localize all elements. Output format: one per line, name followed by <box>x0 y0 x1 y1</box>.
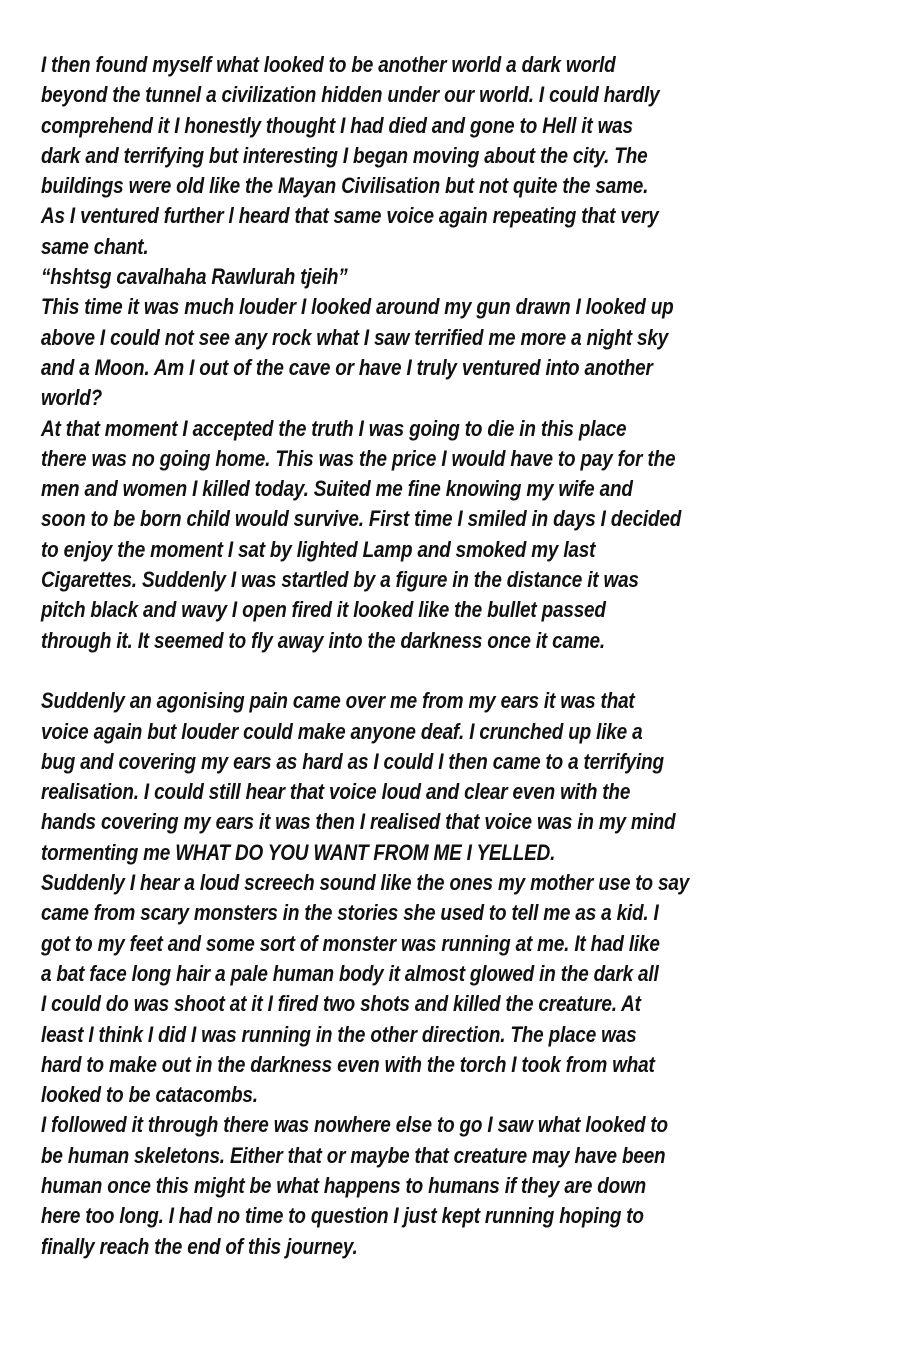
text-line: hard to make out in the darkness even with the torch I took from what <box>41 1051 655 1077</box>
blank-line <box>41 656 746 686</box>
text-line: same chant. <box>41 233 149 259</box>
text-line: came from scary monsters in the stories she used to tell me as a kid. I <box>41 900 659 926</box>
text-line: world? <box>41 385 102 411</box>
text-line: Suddenly I hear a loud screech sound like the ones my mother use to say <box>41 870 690 896</box>
text-line: pitch black and wavy I open fired it looked like the bullet passed <box>41 597 606 623</box>
text-line: dark and terrifying but interesting I began moving about the city. The <box>41 142 648 168</box>
text-line: hands covering my ears it was then I realised that voice was in my mind <box>41 809 676 835</box>
text-line: men and women I killed today. Suited me fine knowing my wife and <box>41 476 633 502</box>
text-line: Suddenly an agonising pain came over me from my ears it was that <box>41 688 635 714</box>
text-line: there was no going home. This was the price I would have to pay for the <box>41 445 676 471</box>
text-line: looked to be catacombs. <box>41 1082 258 1108</box>
text-line: a bat face long hair a pale human body it almost glowed in the dark all <box>41 960 659 986</box>
text-line: realisation. I could still hear that voice loud and clear even with the <box>41 779 631 805</box>
text-line: be human skeletons. Either that or maybe that creature may have been <box>41 1142 666 1168</box>
text-line: to enjoy the moment I sat by lighted Lamp and smoked my last <box>41 536 596 562</box>
text-line: here too long. I had no time to question I just kept running hoping to <box>41 1203 644 1229</box>
text-line: beyond the tunnel a civilization hidden under our world. I could hardly <box>41 82 660 108</box>
text-line: At that moment I accepted the truth I was going to die in this place <box>41 415 627 441</box>
text-line: human once this might be what happens to humans if they are down <box>41 1172 647 1198</box>
story-text <box>41 50 861 1262</box>
text-line: As I ventured further l heard that same voice again repeating that very <box>41 203 659 229</box>
text-line: finally reach the end of this journey. <box>41 1233 358 1259</box>
text-line: buildings were old like the Mayan Civilisation but not quite the same. <box>41 173 649 199</box>
text-line: This time it was much louder I looked around my gun drawn I looked up <box>41 294 674 320</box>
text-line: I could do was shoot at it I fired two shots and killed the creature. At <box>41 991 641 1017</box>
text-line: comprehend it I honestly thought I had died and gone to Hell it was <box>41 112 633 138</box>
text-line: tormenting me WHAT DO YOU WANT FROM ME I YELLED. <box>41 839 556 865</box>
text-line: soon to be born child would survive. First time I smiled in days I decided <box>41 506 682 532</box>
text-line: I followed it through there was nowhere else to go I saw what looked to <box>41 1112 668 1138</box>
chant-line: “hshtsg cavalhaha Rawlurah tjeih” <box>41 264 348 290</box>
text-line: and a Moon. Am I out of the cave or have I truly ventured into another <box>41 354 653 380</box>
text-line: through it. It seemed to fly away into the darkness once it came. <box>41 627 605 653</box>
text-line: voice again but louder could make anyone deaf. I crunched up like a <box>41 718 643 744</box>
text-line: least I think I did I was running in the other direction. The place was <box>41 1021 637 1047</box>
text-line: above I could not see any rock what I saw terrified me more a night sky <box>41 324 669 350</box>
text-line: Cigarettes. Suddenly I was startled by a figure in the distance it was <box>41 567 639 593</box>
text-line: got to my feet and some sort of monster was running at me. It had like <box>41 930 660 956</box>
text-line: I then found myself what looked to be another world a dark world <box>41 52 616 77</box>
text-line: bug and covering my ears as hard as I could I then came to a terrifying <box>41 748 664 774</box>
